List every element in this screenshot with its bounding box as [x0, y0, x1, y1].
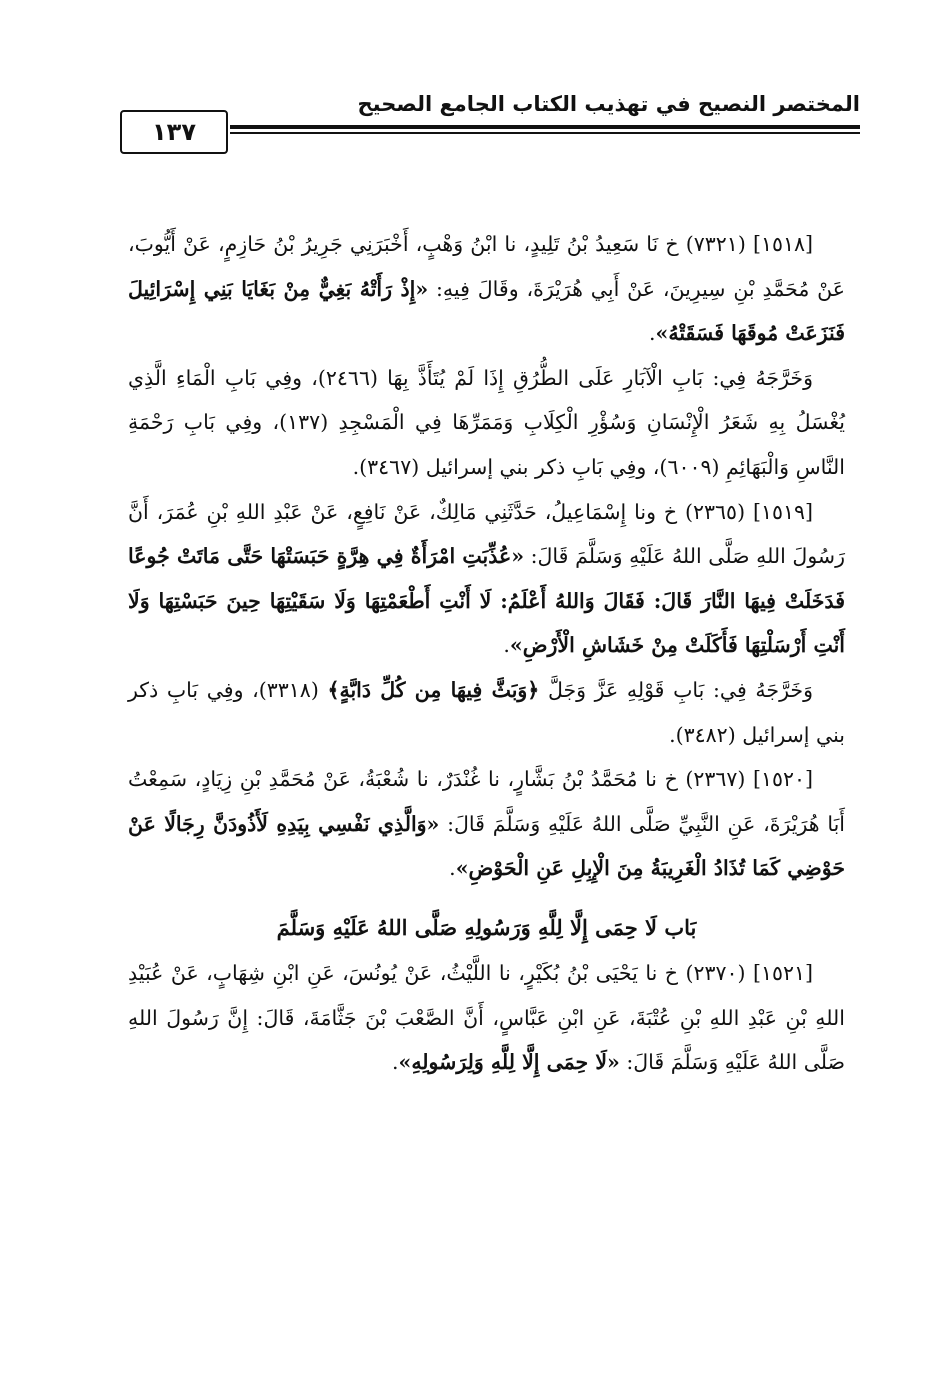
header-title: المختصر النصيح في تهذيب الكتاب الجامع الصحيح — [357, 92, 860, 116]
page-number: ١٣٧ — [120, 110, 228, 154]
chapter-heading: بَاب لَا حِمَى إِلَّا لِلَّهِ وَرَسُولِهِ صَلَّى اللهُ عَلَيْهِ وَسَلَّمَ — [276, 914, 697, 940]
hadith-1518-matn: «إِذْ رَأَتْهُ بَغِيٌّ مِنْ بَغَايَا بَنِي إِسْرَائِيلَ فَنَزَعَتْ مُوقَهَا فَسَقَتْهُ» — [128, 276, 845, 346]
hadith-1520-matn: «وَالَّذِي نَفْسِي بِيَدِهِ لَأَذُودَنَّ رِجَالًا عَنْ حَوْضِي كَمَا تُذَادُ الْغَرِيبَةُ مِنَ الْإِبِلِ عَنِ الْحَوْضِ» — [128, 811, 845, 881]
running-header — [120, 92, 860, 172]
quran-verse: ﴿وَبَثَّ فِيهَا مِن كُلِّ دَابَّةٍ﴾ — [327, 677, 540, 702]
takhrij-1519-before: وَخَرَّجَهُ فِي: بَابِ قَوْلِهِ عَزَّ وَجَلَّ — [539, 677, 813, 702]
hadith-1521-matn: «لَا حِمَى إِلَّا لِلَّهِ وَلِرَسُولِهِ» — [398, 1050, 620, 1075]
hadith-1521-isnad: [١٥٢١] (٢٣٧٠) خ نا يَحْيَى بْنُ بُكَيْرٍ، نا اللَّيْثُ، عَنْ يُونُسَ، عَنِ ابْنِ شِهَابٍ، عَنْ عُبَيْدِ اللهِ بْنِ عَبْدِ اللهِ بْنِ عُتْبَةَ، عَنِ ابْنِ عَبَّاسٍ، أَنَّ الصَّعْبَ بْنَ جَثَّامَةَ، قَالَ: إِنَّ رَسُولَ اللهِ صَلَّى اللهُ عَلَيْهِ وَسَلَّمَ قَالَ: — [128, 960, 845, 1075]
header-rule-thin — [230, 132, 860, 134]
page-body — [128, 222, 845, 1085]
hadith-1519-isnad: [١٥١٩] (٢٣٦٥) خ ونا إِسْمَاعِيلُ، حَدَّثَنِي مَالِكٌ، عَنْ نَافِعٍ، عَنْ عَبْدِ اللهِ بْنِ عُمَرَ، أَنَّ رَسُولَ اللهِ صَلَّى اللهُ عَلَيْهِ وَسَلَّمَ قَالَ: — [128, 499, 845, 569]
hadith-1520-end: . — [449, 856, 456, 881]
hadith-1520-isnad: [١٥٢٠] (٢٣٦٧) خ نا مُحَمَّدُ بْنُ بَشَّارٍ، نا غُنْدَرٌ، نا شُعْبَةُ، عَنْ مُحَمَّدِ بْنِ زِيَادٍ، سَمِعْتُ أَبَا هُرَيْرَةَ، عَنِ النَّبِيِّ صَلَّى اللهُ عَلَيْهِ وَسَلَّمَ قَالَ: — [128, 767, 845, 836]
takhrij-1519-after: (٣٣١٨)، وفِي بَابِ ذكر بني إسرائيل (٣٤٨٢). — [128, 677, 845, 747]
hadith-1519 — [128, 490, 845, 668]
takhrij-1518: وَخَرَّجَهُ فِي: بَابِ الْآبَارِ عَلَى الطُّرُقِ إِذَا لَمْ يُتَأَذَّ بِهَا (٢٤٦٦)، وفِي بَابِ الْمَاءِ الَّذِي يُغْسَلُ بِهِ شَعَرُ الْإِنْسَانِ وَسُؤْرِ الْكِلَابِ وَمَمَرِّهَا فِي الْمَسْجِدِ (١٣٧)، وفِي بَابِ رَحْمَةِ النَّاسِ وَالْبَهَائِمِ (٦٠٠٩)، وفِي بَابِ ذكر بني إسرائيل (٣٤٦٧). — [128, 365, 845, 479]
header-rule-thick — [230, 125, 860, 129]
hadith-1518-isnad: [١٥١٨] (٧٣٢١) خ نَا سَعِيدُ بْنُ تَلِيدٍ، نا ابْنُ وَهْبٍ، أَخْبَرَنِي جَرِيرُ بْنُ حَازِمٍ، عَنْ أَيُّوبَ، عَنْ مُحَمَّدِ بْنِ سِيرِينَ، عَنْ أَبِي هُرَيْرَةَ، وقَالَ فِيهِ: — [128, 232, 846, 301]
hadith-1518-end: . — [649, 321, 656, 346]
hadith-1518 — [128, 222, 845, 356]
hadith-1521-end: . — [391, 1050, 399, 1075]
hadith-1519-end: . — [503, 633, 510, 658]
takhrij-1519 — [128, 668, 845, 757]
hadith-1519-matn: «عُذِّبَتِ امْرَأَةٌ فِي هِرَّةٍ حَبَسَتْهَا حَتَّى مَاتَتْ جُوعًا فَدَخَلَتْ فِيهَا النَّارَ قَالَ: فَقَالَ وَاللهُ أَعْلَمُ: لَا أَنْتِ أَطْعَمْتِهَا وَلَا سَقَيْتِهَا حِينَ حَبَسْتِهَا وَلَا أَنْتِ أَرْسَلْتِهَا فَأَكَلَتْ مِنْ خَشَاشِ الْأَرْضِ» — [128, 544, 845, 658]
hadith-1520 — [128, 757, 845, 891]
hadith-1521 — [128, 951, 845, 1085]
